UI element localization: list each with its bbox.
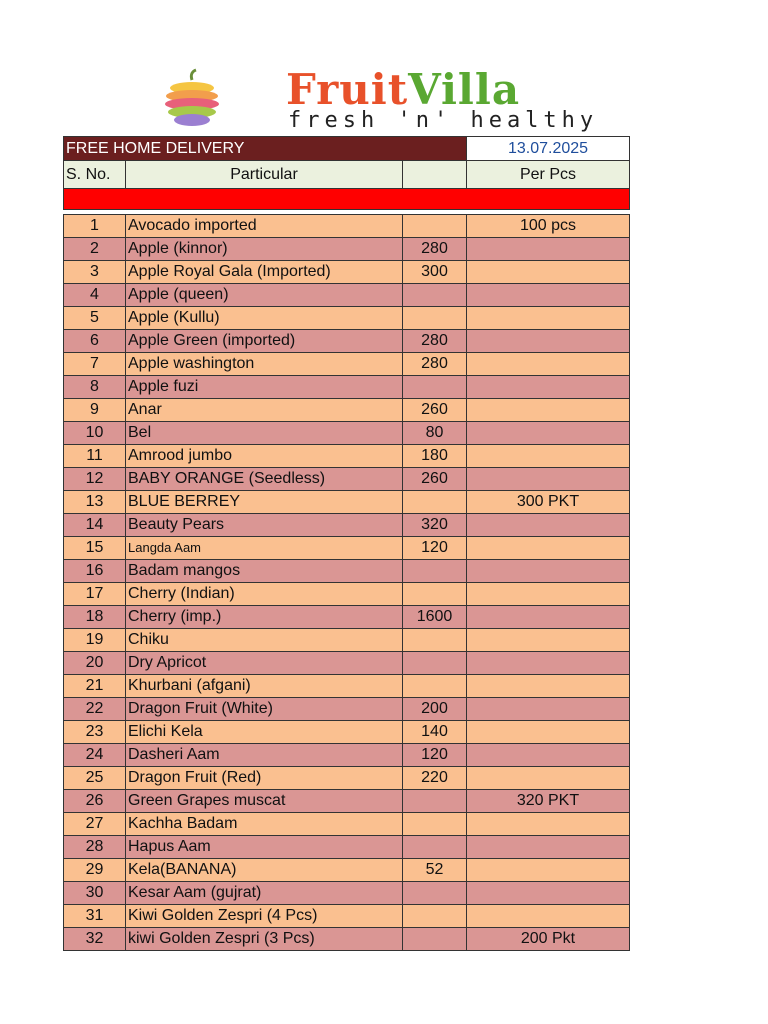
red-divider-row	[64, 189, 630, 210]
row-sno: 22	[64, 698, 126, 721]
col-header-rate	[403, 161, 467, 189]
row-rate: 1600	[403, 606, 467, 629]
row-item: Beauty Pears	[126, 514, 403, 537]
row-rate: 200	[403, 698, 467, 721]
row-per	[467, 537, 630, 560]
row-per	[467, 882, 630, 905]
table-row	[64, 261, 630, 284]
row-rate: 300	[403, 261, 467, 284]
row-item: Apple (kinnor)	[126, 238, 403, 261]
row-item: Cherry (Indian)	[126, 583, 403, 606]
table-row	[64, 836, 630, 859]
row-rate	[403, 652, 467, 675]
row-item: Green Grapes muscat	[126, 790, 403, 813]
row-sno: 12	[64, 468, 126, 491]
row-sno: 23	[64, 721, 126, 744]
row-item: Kiwi Golden Zespri (4 Pcs)	[126, 905, 403, 928]
row-sno: 5	[64, 307, 126, 330]
free-delivery-label: FREE HOME DELIVERY	[64, 137, 467, 161]
row-sno: 1	[64, 215, 126, 238]
row-sno: 28	[64, 836, 126, 859]
row-rate: 220	[403, 767, 467, 790]
row-item: Chiku	[126, 629, 403, 652]
table-row	[64, 514, 630, 537]
row-sno: 20	[64, 652, 126, 675]
row-rate: 260	[403, 399, 467, 422]
table-row	[64, 537, 630, 560]
row-sno: 7	[64, 353, 126, 376]
row-rate	[403, 836, 467, 859]
row-per	[467, 652, 630, 675]
row-per	[467, 422, 630, 445]
row-rate	[403, 790, 467, 813]
row-rate: 280	[403, 330, 467, 353]
row-sno: 17	[64, 583, 126, 606]
row-rate: 280	[403, 238, 467, 261]
table-row	[64, 215, 630, 238]
row-rate	[403, 675, 467, 698]
row-item: Dasheri Aam	[126, 744, 403, 767]
row-item: Hapus Aam	[126, 836, 403, 859]
row-per	[467, 307, 630, 330]
table-row	[64, 882, 630, 905]
row-item: Apple Royal Gala (Imported)	[126, 261, 403, 284]
row-per	[467, 583, 630, 606]
row-sno: 9	[64, 399, 126, 422]
table-row	[64, 652, 630, 675]
row-rate: 280	[403, 353, 467, 376]
row-per	[467, 744, 630, 767]
row-per	[467, 445, 630, 468]
row-sno: 13	[64, 491, 126, 514]
col-header-sno: S. No.	[64, 161, 126, 189]
row-sno: 29	[64, 859, 126, 882]
row-sno: 30	[64, 882, 126, 905]
row-rate: 320	[403, 514, 467, 537]
row-rate	[403, 882, 467, 905]
table-row	[64, 376, 630, 399]
row-rate	[403, 284, 467, 307]
row-item: Apple fuzi	[126, 376, 403, 399]
row-rate	[403, 928, 467, 951]
row-per	[467, 767, 630, 790]
table-row	[64, 583, 630, 606]
row-per	[467, 629, 630, 652]
row-rate: 180	[403, 445, 467, 468]
row-item: Apple washington	[126, 353, 403, 376]
col-header-per: Per Pcs	[467, 161, 630, 189]
row-item: Kela(BANANA)	[126, 859, 403, 882]
table-row	[64, 767, 630, 790]
list-date: 13.07.2025	[467, 137, 630, 161]
row-item: Khurbani (afgani)	[126, 675, 403, 698]
row-per: 300 PKT	[467, 491, 630, 514]
row-item: Apple (Kullu)	[126, 307, 403, 330]
row-rate: 260	[403, 468, 467, 491]
row-sno: 31	[64, 905, 126, 928]
row-item: Cherry (imp.)	[126, 606, 403, 629]
price-list-table	[63, 136, 630, 951]
row-per	[467, 353, 630, 376]
row-item: Dragon Fruit (Red)	[126, 767, 403, 790]
row-per: 320 PKT	[467, 790, 630, 813]
row-sno: 15	[64, 537, 126, 560]
row-item: Anar	[126, 399, 403, 422]
row-sno: 25	[64, 767, 126, 790]
row-per	[467, 330, 630, 353]
row-per	[467, 284, 630, 307]
row-sno: 3	[64, 261, 126, 284]
row-sno: 4	[64, 284, 126, 307]
row-rate	[403, 813, 467, 836]
row-rate	[403, 905, 467, 928]
table-row	[64, 445, 630, 468]
row-per: 200 Pkt	[467, 928, 630, 951]
row-item: Dragon Fruit (White)	[126, 698, 403, 721]
row-rate	[403, 215, 467, 238]
row-sno: 24	[64, 744, 126, 767]
row-per	[467, 836, 630, 859]
row-rate	[403, 629, 467, 652]
row-item: BLUE BERREY	[126, 491, 403, 514]
row-item: Langda Aam	[126, 537, 403, 560]
row-rate: 80	[403, 422, 467, 445]
row-item: Bel	[126, 422, 403, 445]
row-per	[467, 261, 630, 284]
row-rate	[403, 560, 467, 583]
table-row	[64, 675, 630, 698]
row-per	[467, 813, 630, 836]
row-per	[467, 468, 630, 491]
row-sno: 32	[64, 928, 126, 951]
fruit-slices-icon	[160, 68, 224, 132]
row-item: Elichi Kela	[126, 721, 403, 744]
row-per	[467, 675, 630, 698]
row-rate: 120	[403, 537, 467, 560]
table-row	[64, 307, 630, 330]
table-row	[64, 629, 630, 652]
row-rate	[403, 307, 467, 330]
banner-row	[64, 137, 630, 161]
brand-name-part1: Fruit	[286, 65, 409, 114]
row-sno: 18	[64, 606, 126, 629]
table-row	[64, 744, 630, 767]
col-header-particular: Particular	[126, 161, 403, 189]
brand-header	[0, 60, 768, 136]
row-per	[467, 238, 630, 261]
row-per	[467, 560, 630, 583]
brand-tagline: fresh 'n' healthy	[288, 108, 599, 133]
table-row	[64, 468, 630, 491]
row-item: Apple (queen)	[126, 284, 403, 307]
row-rate: 140	[403, 721, 467, 744]
row-item: Kachha Badam	[126, 813, 403, 836]
table-row	[64, 606, 630, 629]
row-per	[467, 721, 630, 744]
row-item: Avocado imported	[126, 215, 403, 238]
row-item: Amrood jumbo	[126, 445, 403, 468]
row-sno: 6	[64, 330, 126, 353]
row-item: Badam mangos	[126, 560, 403, 583]
row-per	[467, 376, 630, 399]
row-per	[467, 514, 630, 537]
table-row	[64, 284, 630, 307]
row-per	[467, 698, 630, 721]
table-row	[64, 698, 630, 721]
row-rate	[403, 491, 467, 514]
table-row	[64, 721, 630, 744]
row-rate	[403, 376, 467, 399]
red-divider	[64, 189, 630, 210]
table-row	[64, 859, 630, 882]
row-sno: 26	[64, 790, 126, 813]
row-item: Apple Green (imported)	[126, 330, 403, 353]
table-row	[64, 491, 630, 514]
column-header-row	[64, 161, 630, 189]
row-sno: 19	[64, 629, 126, 652]
row-item: BABY ORANGE (Seedless)	[126, 468, 403, 491]
row-per: 100 pcs	[467, 215, 630, 238]
table-row	[64, 422, 630, 445]
row-sno: 14	[64, 514, 126, 537]
row-item: Kesar Aam (gujrat)	[126, 882, 403, 905]
row-item: Dry Apricot	[126, 652, 403, 675]
row-rate: 120	[403, 744, 467, 767]
row-sno: 27	[64, 813, 126, 836]
row-rate: 52	[403, 859, 467, 882]
row-sno: 11	[64, 445, 126, 468]
row-sno: 16	[64, 560, 126, 583]
table-row	[64, 790, 630, 813]
row-per	[467, 606, 630, 629]
table-row	[64, 399, 630, 422]
row-sno: 8	[64, 376, 126, 399]
table-row	[64, 813, 630, 836]
row-per	[467, 859, 630, 882]
row-per	[467, 399, 630, 422]
table-row	[64, 905, 630, 928]
row-rate	[403, 583, 467, 606]
table-row	[64, 238, 630, 261]
row-per	[467, 905, 630, 928]
table-row	[64, 353, 630, 376]
brand-name-part2: Villa	[408, 65, 521, 114]
table-row	[64, 928, 630, 951]
row-sno: 21	[64, 675, 126, 698]
row-sno: 2	[64, 238, 126, 261]
row-item: kiwi Golden Zespri (3 Pcs)	[126, 928, 403, 951]
brand-name	[286, 65, 521, 114]
table-row	[64, 560, 630, 583]
table-row	[64, 330, 630, 353]
row-sno: 10	[64, 422, 126, 445]
